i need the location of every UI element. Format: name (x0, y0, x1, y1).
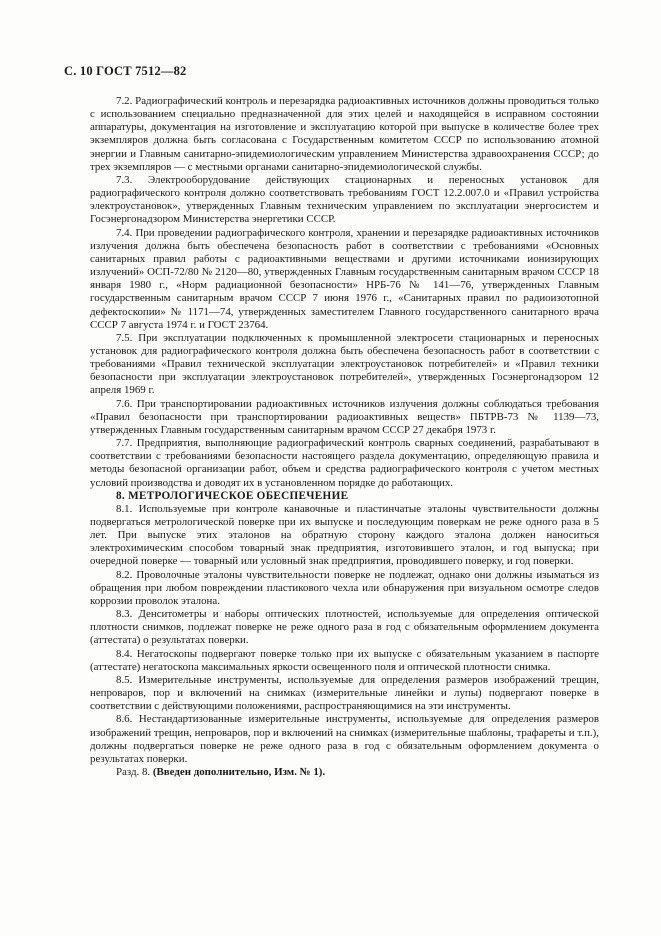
paragraph-8-2: 8.2. Проволочные эталоны чувствительности поверке не подлежат, однако они должны изыматься из обращения при любом повреждении пластикового чехла или обнаружения при визуальном осмотре следов коррозии проволок эталона. (90, 568, 599, 607)
paragraph-8-1: 8.1. Используемые при контроле канавочные и пластинчатые эталоны чувствительности должны подвергаться метрологической поверке при их выпуске и последующим поверкам не реже одного раза в 5 лет. При выпуске этих эталонов на обратную сторону каждого эталона должен наноситься электрохимическим способом товарный знак предприятия, изготовившего эталон, и год выпуска; при очередной поверке — товарный или условный знак предприятия, проводившего поверку, и год поверки. (90, 502, 599, 568)
paragraph-8-5: 8.5. Измерительные инструменты, используемые для определения размеров изображений трещин, непроваров, пор и включений на снимках (измерительные линейки и лупы) подвергают поверке в соответствии с действующими положениями, распространяющимися на эти инструменты. (90, 673, 599, 713)
paragraph-7-5: 7.5. При эксплуатации подключенных к промышленной электросети стационарных и переносных установок для радиографического контроля должна быть обеспечена безопасность работ в соответствии с требованиями «Правил технической эксплуатации электроустановок потребителей» и «Правил техники безопасности при эксплуатации электроустановок потребителей», утвержденных Госэнергонадзором 12 апреля 1969 г. (90, 331, 599, 397)
amendment-note (90, 766, 599, 779)
paragraph-7-3: 7.3. Электрооборудование действующих стационарных и переносных установок для радиографического контроля должно соответствовать требованиям ГОСТ 12.2.007.0 и «Правил устройства электроустановок», утвержденных Главным техническим управлением по эксплуатации энергосистем и Госэнергонадзором Министерства энергетики СССР. (90, 173, 599, 226)
paragraph-8-3: 8.3. Денситометры и наборы оптических плотностей, используемые для определения оптической плотности снимков, подлежат поверке не реже одного раза в год с обязательным оформлением документа (аттестата) о результатах поверки. (90, 608, 599, 647)
section-title: 8. МЕТРОЛОГИЧЕСКОЕ ОБЕСПЕЧЕНИЕ (116, 489, 349, 502)
page-header: С. 10 ГОСТ 7512—82 (64, 64, 187, 78)
paragraph-7-4: 7.4. При проведении радиографического контроля, хранении и перезарядке радиоактивных источников излучения должна быть обеспечена безопасность работ в соответствии с требованиями «Основных санитарных правил работы с радиоактивными веществами и другими источниками ионизирующих излучений» ОСП-72/80 № 2120—80, утвержденных Главным государственным санитарным врачом СССР 18 января 1980 г., «Норм радиационной безопасности» НРБ-76 № 141—76, утвержденных Главным государственным санитарным врачом СССР 7 июня 1976 г., «Санитарных правил по радиоизотопной дефектоскопии» № 1171—74, утвержденных заместителем Главного государственного санитарного врача СССР 7 августа 1974 г. и ГОСТ 23764. (90, 226, 599, 331)
paragraph-7-7: 7.7. Предприятия, выполняющие радиографический контроль сварных соединений, разрабатывают в соответствии с требованиями безопасности настоящего раздела документацию, определяющую правила и методы безопасной организации работ, объем и средства радиографического контроля с учетом местных условий производства и доводят их в установленном порядке до работающих. (90, 437, 599, 489)
note-prefix: Разд. 8. (116, 765, 151, 778)
paragraph-7-6: 7.6. При транспортировании радиоактивных источников излучения должны соблюдаться требования «Правил безопасности при транспортировании радиоактивных веществ» ПБТРВ-73 № 1139—73, утвержденных Главным государственным санитарным врачом СССР 27 декабря 1973 г. (90, 397, 599, 436)
note-bold: (Введен дополнительно, Изм. № 1). (152, 765, 326, 778)
paragraph-8-4: 8.4. Негатоскопы подвергают поверке только при их выпуске с обязательным указанием в паспорте (аттестате) негатоскопа максимальных яркости освещенного поля и оптической плотности снимка. (90, 647, 599, 673)
paragraph-7-2: 7.2. Радиографический контроль и перезарядка радиоактивных источников должны проводиться только с использованием специально предназначенной для этих целей и находящейся в исправном состоянии аппаратуры, документация на изготовление и эксплуатацию которой при выпуске в количестве более трех экземпляров должна быть согласована с Государственным комитетом СССР по использованию атомной энергии и Главным санитарно-эпидемиологическим управлением Министерства здравоохранения СССР; до трех экземпляров — с местными органами санитарно-эпидемиологической службы. (90, 95, 599, 173)
paragraph-8-6: 8.6. Нестандартизованные измерительные инструменты, используемые для определения размеров изображений трещин, непроваров, пор и включений на снимках (измерительные шаблоны, трафареты и т.п.), должны подвергаться поверке не реже одного раза в год с обязательным оформлением документа о результатах поверки. (90, 713, 599, 765)
document-body (90, 95, 599, 779)
